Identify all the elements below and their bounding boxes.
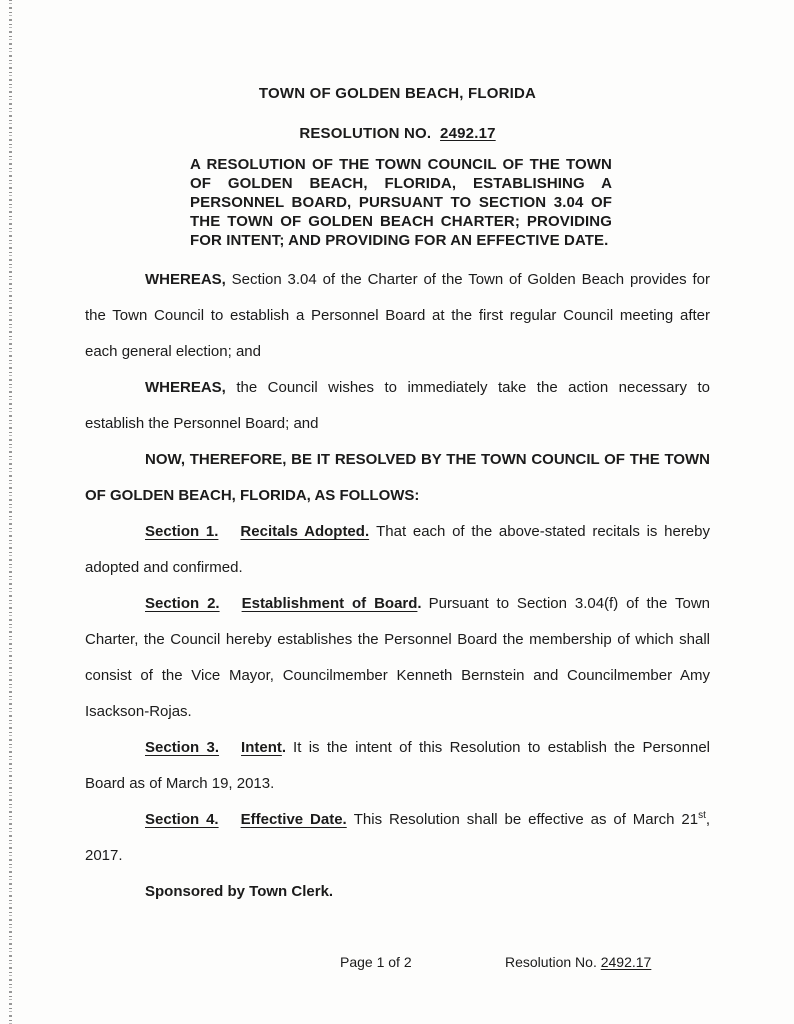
- resolution-number-heading: [85, 125, 710, 143]
- section-4-paragraph: [85, 802, 710, 874]
- recital-paragraph-1: [85, 262, 710, 370]
- section-number: Section 2.: [145, 595, 220, 612]
- resolution-label: RESOLUTION NO.: [299, 125, 432, 142]
- resolution-number: 2492.17: [440, 125, 496, 142]
- document-body: [85, 85, 710, 910]
- section-heading: Effective Date.: [240, 811, 347, 828]
- resolution-title-block: A RESOLUTION OF THE TOWN COUNCIL OF THE TOWN OF GOLDEN BEACH, FLORIDA, ESTABLISHING A PERSONNEL BOARD, PURSUANT TO SECTION 3.04 OF THE TOWN OF GOLDEN BEACH CHARTER; PROVIDING FOR INTENT; AND PROVIDING FOR AN EFFECTIVE DATE.: [190, 156, 612, 249]
- footer-resolution-label: Resolution No.: [505, 954, 601, 970]
- section-heading-period: .: [281, 739, 287, 756]
- ordinal-superscript: st: [698, 810, 706, 821]
- document-org-heading: TOWN OF GOLDEN BEACH, FLORIDA: [258, 85, 537, 102]
- section-number: Section 4.: [145, 811, 219, 828]
- resolved-clause-paragraph: NOW, THEREFORE, BE IT RESOLVED BY THE TOWN COUNCIL OF THE TOWN OF GOLDEN BEACH, FLORIDA, AS FOLLOWS:: [85, 451, 710, 504]
- sponsor-line: Sponsored by Town Clerk.: [145, 883, 334, 900]
- left-margin-scan-artifact: [9, 0, 12, 1024]
- section-heading: Establishment of Board: [241, 595, 418, 612]
- recital-text: Section 3.04 of the Charter of the Town of Golden Beach provides for the Town Council to establish a Personnel Board at the first regular Council meeting after each general election; and: [85, 271, 710, 360]
- section-heading: Intent: [241, 739, 282, 756]
- page-indicator: Page 1 of 2: [340, 954, 412, 970]
- section-2-paragraph: [85, 586, 710, 730]
- footer-resolution-number: 2492.17: [600, 954, 652, 970]
- section-text-end: , 2017.: [85, 811, 711, 864]
- whereas-lead: WHEREAS,: [145, 271, 226, 288]
- section-number: Section 1.: [145, 523, 219, 540]
- section-number: Section 3.: [145, 739, 220, 756]
- section-heading-period: .: [417, 595, 422, 612]
- section-text: This Resolution shall be effective as of March 21: [353, 811, 699, 828]
- section-1-paragraph: [85, 514, 710, 586]
- section-text: It is the intent of this Resolution to establish the Personnel Board as of March 19, 2013.: [85, 739, 710, 792]
- footer-resolution-reference: [505, 953, 651, 971]
- recital-text: the Council wishes to immediately take the action necessary to establish the Personnel Board; and: [85, 379, 710, 432]
- whereas-lead: WHEREAS,: [145, 379, 226, 396]
- section-text: Pursuant to Section 3.04(f) of the Town Charter, the Council hereby establishes the Personnel Board the membership of which shall consist of the Vice Mayor, Councilmember Kenneth Bernstein and Councilmember Amy Isackson-Rojas.: [85, 595, 711, 720]
- section-3-paragraph: [85, 730, 710, 802]
- recital-paragraph-2: [85, 370, 710, 442]
- section-text: That each of the above-stated recitals is hereby adopted and confirmed.: [85, 523, 710, 576]
- section-heading: Recitals Adopted.: [240, 523, 370, 540]
